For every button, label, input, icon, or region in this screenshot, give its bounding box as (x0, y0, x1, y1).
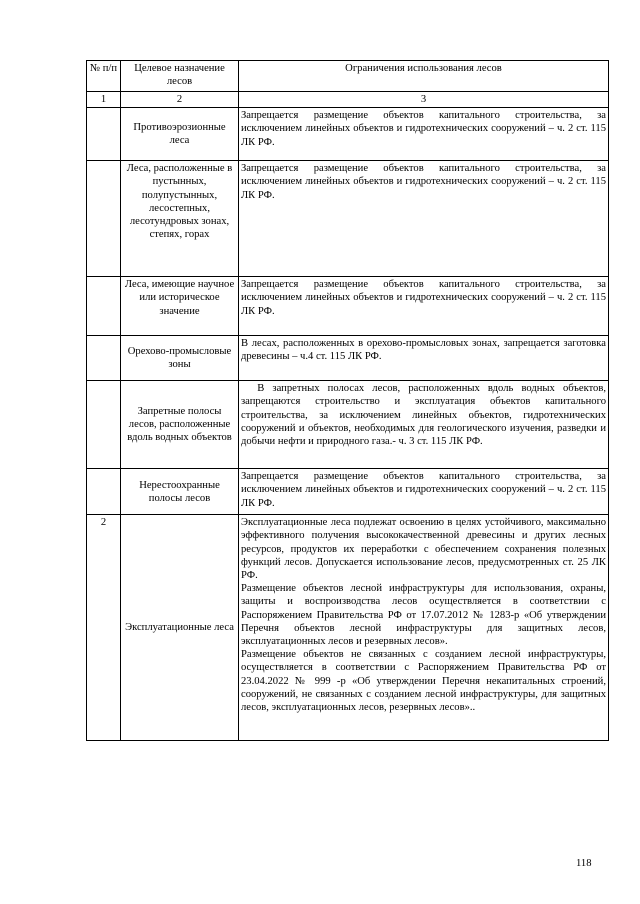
forest-purpose: Нерестоохранные полосы лесов (121, 469, 239, 515)
row-number (87, 277, 121, 336)
forest-purpose: Леса, имеющие научное или историческое значение (121, 277, 239, 336)
row-number (87, 161, 121, 277)
restriction-text: В запретных полосах лесов, расположенных вдоль водных объектов, запрещаются строительство и эксплуатация объектов капитального строительства, за исключением линейных объектов, гидротехнических сооружений и объектов, необходимых для геологического изучения, разведки и добычи нефти и природного газа.- ч. 3 ст. 115 ЛК РФ. (239, 381, 609, 469)
row-number (87, 469, 121, 515)
restriction-paragraph: Размещение объектов лесной инфраструктуры для использования, охраны, защиты и воспроизводства лесов осуществляется в соответствии с Распоряжением Правительства РФ от 17.07.2012 № 1283-р «Об утверждении Перечня объектов лесной инфраструктуры для защитных лесов, эксплуатационных лесов и резервных лесов». (241, 583, 606, 648)
restriction-text: Запрещается размещение объектов капитального строительства, за исключением линейных объектов и гидротехнических сооружений – ч. 2 ст. 115 ЛК РФ. (239, 469, 609, 515)
column-number: 3 (239, 92, 609, 108)
header-purpose: Целевое назначение лесов (121, 61, 239, 92)
restriction-paragraph: Размещение объектов не связанных с созданием лесной инфраструктуры, осуществляется в соответствии с Распоряжением Правительства РФ от 23.04.2022 № 999 -р «Об утверждении Перечня некапитальных строений, сооружений, не связанных с созданием лесной инфраструктуры, для защитных лесов, эксплуатационных лесов, резервных лесов».. (241, 649, 606, 714)
table-header-row (87, 61, 609, 92)
table-row (87, 277, 609, 336)
table-row (87, 336, 609, 381)
restriction-text: Запрещается размещение объектов капитального строительства, за исключением линейных объектов и гидротехнических сооружений – ч. 2 ст. 115 ЛК РФ. (239, 161, 609, 277)
forest-purpose: Эксплуатационные леса (121, 515, 239, 741)
header-restrictions: Ограничения использования лесов (239, 61, 609, 92)
column-number: 1 (87, 92, 121, 108)
forest-purpose: Леса, расположенные в пустынных, полупустынных, лесостепных, лесотундровых зонах, степях, горах (121, 161, 239, 277)
row-number (87, 108, 121, 161)
page-number: 118 (576, 858, 592, 869)
table-row (87, 381, 609, 469)
forest-purpose: Орехово-промысловые зоны (121, 336, 239, 381)
restriction-text: Запрещается размещение объектов капитального строительства, за исключением линейных объектов и гидротехнических сооружений – ч. 2 ст. 115 ЛК РФ. (239, 108, 609, 161)
header-no: № п/п (87, 61, 121, 92)
forest-restrictions-table (86, 60, 609, 741)
row-number: 2 (87, 515, 121, 741)
table-row (87, 108, 609, 161)
restriction-text: В лесах, расположенных в орехово-промысловых зонах, запрещается заготовка древесины – ч.4 ст. 115 ЛК РФ. (239, 336, 609, 381)
restriction-text (239, 515, 609, 741)
table-row (87, 469, 609, 515)
column-number-row (87, 92, 609, 108)
row-number (87, 381, 121, 469)
forest-purpose: Запретные полосы лесов, расположенные вдоль водных объектов (121, 381, 239, 469)
forest-purpose: Противоэрозионные леса (121, 108, 239, 161)
row-number (87, 336, 121, 381)
restriction-text: Запрещается размещение объектов капитального строительства, за исключением линейных объектов и гидротехнических сооружений – ч. 2 ст. 115 ЛК РФ. (239, 277, 609, 336)
restriction-paragraph: Эксплуатационные леса подлежат освоению в целях устойчивого, максимально эффективного получения высококачественной древесины и других лесных ресурсов, продуктов их переработки с обеспечением сохранения полезных функций лесов. Допускается использование лесов, предусмотренных ст. 25 ЛК РФ. (241, 517, 606, 582)
column-number: 2 (121, 92, 239, 108)
table-row (87, 161, 609, 277)
table-row (87, 515, 609, 741)
